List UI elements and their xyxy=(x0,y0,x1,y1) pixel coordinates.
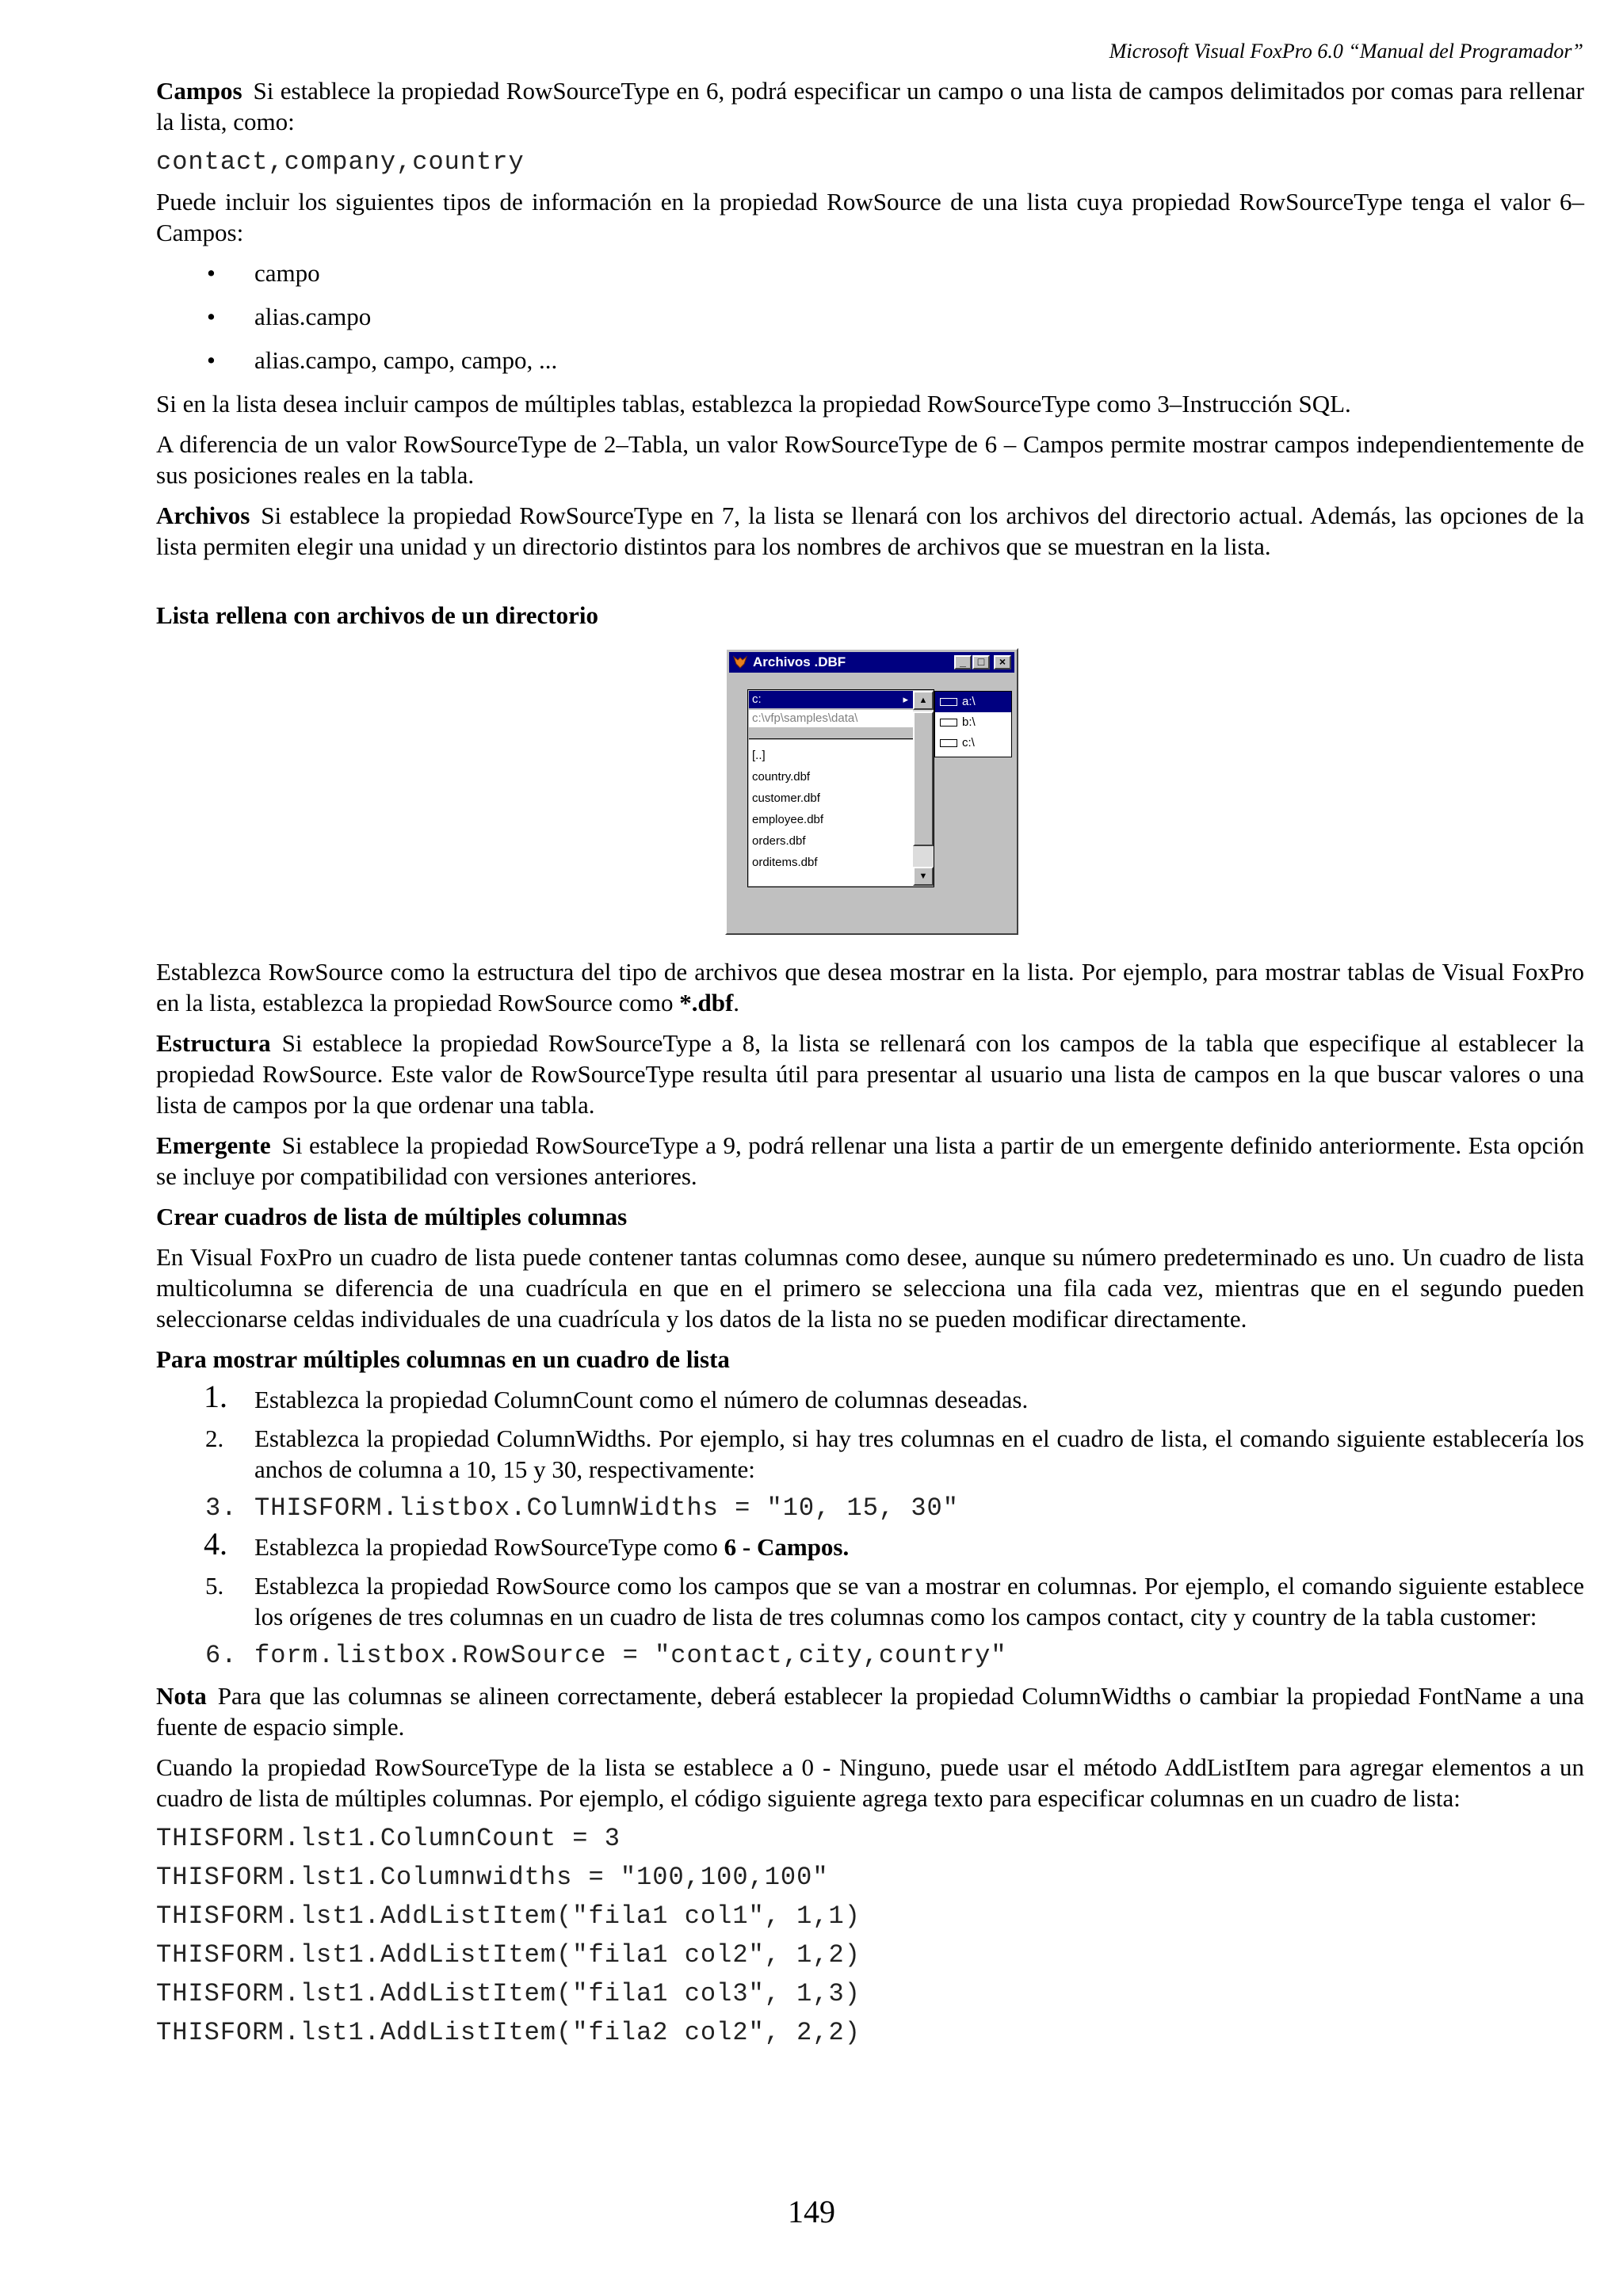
campos-text: Si establece la propiedad RowSourceType en 6, podrá especificar un campo o una lista de campos delimitados por comas para rellenar la lista, como: xyxy=(156,77,1584,135)
addlist-paragraph: Cuando la propiedad RowSourceType de la lista se establece a 0 - Ninguno, puede usar el método AddListItem para agregar elementos a un cuadro de lista de múltiples columnas. Por ejemplo, el código siguiente agrega texto para especificar columnas en un cuadro de lista: xyxy=(156,1753,1584,1812)
step-number: 4. xyxy=(204,1526,227,1562)
rowsource-bold: *.dbf xyxy=(679,989,734,1016)
rowsource-paragraph xyxy=(156,956,1584,1018)
rowsource-text: Establezca RowSource como la estructura del tipo de archivos que desea mostrar en la lista. Por ejemplo, para mostrar tablas de Visual FoxPro en la lista, establezca la propiedad RowSource como xyxy=(156,958,1584,1016)
list-item[interactable] xyxy=(935,692,1011,712)
emergente-term: Emergente xyxy=(156,1131,271,1159)
multicol-paragraph: En Visual FoxPro un cuadro de lista puede contener tantas columnas como desee, aunque su número predeterminado es uno. Un cuadro de lista multicolumna se diferencia de una cuadrícula en que en el primero se selecciona una fila cada vez, mientras que en el segundo pueden seleccionarse celdas individuales de una cuadrícula y los datos de la lista no se pueden modificar directamente. xyxy=(156,1243,1584,1333)
procedure-steps xyxy=(156,1379,1584,1671)
step-text: Establezca la propiedad ColumnWidths. Por ejemplo, si hay tres columnas en el cuadro de lista, el comando siguiente establecería los anchos de columna a 10, 15 y 30, respectivamente: xyxy=(254,1425,1584,1483)
foxpro-app-icon xyxy=(733,655,747,669)
nota-paragraph xyxy=(156,1680,1584,1742)
file-list[interactable] xyxy=(749,740,913,886)
list-item: • alias.campo, campo, campo, ... xyxy=(156,345,1584,376)
drive-combo[interactable] xyxy=(749,691,913,708)
combo-arrow-icon: ▸ xyxy=(903,693,908,705)
scroll-thumb[interactable] xyxy=(913,711,934,846)
campos-code: contact,company,country xyxy=(156,147,525,177)
scroll-down-icon[interactable]: ▼ xyxy=(913,867,934,886)
nota-text: Para que las columnas se alineen correctamente, deberá establecer la propiedad ColumnWidths o cambiar la propiedad FontName a una fuente de espacio simple. xyxy=(156,1682,1584,1741)
step-code: form.listbox.RowSource = "contact,city,country" xyxy=(254,1641,1007,1670)
list-item: • alias.campo xyxy=(156,301,1584,332)
archivos-paragraph xyxy=(156,500,1584,562)
drive-label: b:\ xyxy=(962,715,976,729)
nota-term: Nota xyxy=(156,1682,207,1710)
current-path: c:\vfp\samples\data\ xyxy=(749,710,913,727)
file-list-scrollbar[interactable] xyxy=(913,691,934,886)
window-titlebar[interactable] xyxy=(729,652,1014,673)
campos-intro: Puede incluir los siguientes tipos de información en la propiedad RowSource de una lista cuya propiedad RowSourceType tenga el valor 6–Campos: xyxy=(156,188,1584,246)
list-item[interactable]: [..] xyxy=(752,749,766,762)
step-number: 1. xyxy=(204,1379,227,1414)
code-line: THISFORM.lst1.AddListItem("fila2 col2", 2,2) xyxy=(156,2018,861,2047)
step-number: 2. xyxy=(205,1425,224,1452)
section-heading: Crear cuadros de lista de múltiples columnas xyxy=(156,1203,628,1230)
drive-combo-value: c: xyxy=(752,692,762,706)
step-end: . xyxy=(842,1533,850,1561)
estructura-term: Estructura xyxy=(156,1029,271,1057)
code-line: THISFORM.lst1.Columnwidths = "100,100,100" xyxy=(156,1863,829,1892)
step-item xyxy=(156,1379,1584,1415)
campos-bullet-list xyxy=(156,257,1584,376)
estructura-paragraph xyxy=(156,1028,1584,1120)
minimize-button[interactable]: _ xyxy=(954,655,972,669)
step-number: 6. xyxy=(205,1641,238,1670)
window-title: Archivos .DBF xyxy=(753,654,846,669)
close-button[interactable]: × xyxy=(994,655,1011,669)
campos-diff: A diferencia de un valor RowSourceType de 2–Tabla, un valor RowSourceType de 6 – Campos permite mostrar campos independientemente de sus posiciones reales en la tabla. xyxy=(156,430,1584,489)
files-dialog-window xyxy=(725,648,1018,935)
drive-label: c:\ xyxy=(962,736,975,749)
procedure-heading: Para mostrar múltiples columnas en un cuadro de lista xyxy=(156,1345,730,1373)
archivos-term: Archivos xyxy=(156,502,250,529)
figure xyxy=(156,648,1584,937)
list-item: • campo xyxy=(156,257,1584,288)
estructura-text: Si establece la propiedad RowSourceType a 8, la lista se rellenará con los campos de la tabla que especifique al establecer la propiedad RowSource. Este valor de RowSourceType resulta útil para presentar al usuario una lista de campos en la que buscar valores o una lista de campos por la que ordenar una tabla. xyxy=(156,1029,1584,1119)
scroll-up-icon[interactable]: ▲ xyxy=(913,691,934,710)
divider xyxy=(749,738,913,739)
campos-term: Campos xyxy=(156,77,242,105)
step-number: 5. xyxy=(205,1572,224,1600)
archivos-text: Si establece la propiedad RowSourceType en 7, la lista se llenará con los archivos del directorio actual. Además, las opciones de la lista permiten elegir una unidad y un directorio distintos para los nombres de archivos que se muestran en la lista. xyxy=(156,502,1584,560)
list-item[interactable] xyxy=(935,712,1011,733)
drive-icon xyxy=(940,698,957,706)
emergente-paragraph xyxy=(156,1130,1584,1192)
step-item xyxy=(156,1423,1584,1485)
list-item[interactable]: country.dbf xyxy=(752,770,811,784)
running-header: Microsoft Visual FoxPro 6.0 “Manual del Programador” xyxy=(1109,40,1583,63)
code-line: THISFORM.lst1.AddListItem("fila1 col1", 1,1) xyxy=(156,1901,861,1931)
drive-icon xyxy=(940,719,957,727)
step-text: Establezca la propiedad RowSourceType como xyxy=(254,1533,718,1561)
drive-icon xyxy=(940,739,957,747)
drive-label: a:\ xyxy=(962,695,976,708)
code-line: THISFORM.lst1.AddListItem("fila1 col3", 1,3) xyxy=(156,1979,861,2008)
campos-multi: Si en la lista desea incluir campos de múltiples tablas, establezca la propiedad RowSourceType como 3–Instrucción SQL. xyxy=(156,390,1351,418)
code-line: THISFORM.lst1.ColumnCount = 3 xyxy=(156,1824,621,1853)
step-item xyxy=(156,1493,1584,1524)
campos-paragraph xyxy=(156,75,1584,137)
emergente-text: Si establece la propiedad RowSourceType a 9, podrá rellenar una lista a partir de un emergente definido anteriormente. Esta opción se incluye por compatibilidad con versiones anteriores. xyxy=(156,1131,1584,1190)
step-item xyxy=(156,1526,1584,1562)
step-number: 3. xyxy=(205,1493,238,1523)
step-bold: 6 - Campos xyxy=(724,1533,843,1561)
step-item xyxy=(156,1640,1584,1671)
list-item[interactable]: orders.dbf xyxy=(752,834,806,848)
figure-caption: Lista rellena con archivos de un directorio xyxy=(156,601,598,629)
list-item[interactable]: orditems.dbf xyxy=(752,856,818,869)
rowsource-end: . xyxy=(733,989,740,1016)
list-item[interactable]: customer.dbf xyxy=(752,791,820,805)
page-number: 149 xyxy=(788,2194,835,2229)
code-line: THISFORM.lst1.AddListItem("fila1 col2", 1,2) xyxy=(156,1940,861,1970)
drive-list[interactable] xyxy=(934,691,1012,757)
maximize-button[interactable]: □ xyxy=(972,655,990,669)
step-item xyxy=(156,1570,1584,1632)
step-text: Establezca la propiedad ColumnCount como el número de columnas deseadas. xyxy=(254,1386,1029,1413)
page-body xyxy=(156,75,1584,2056)
step-code: THISFORM.listbox.ColumnWidths = "10, 15, 30" xyxy=(254,1493,959,1523)
list-item[interactable]: employee.dbf xyxy=(752,813,824,826)
list-item[interactable] xyxy=(935,733,1011,753)
step-text: Establezca la propiedad RowSource como los campos que se van a mostrar en columnas. Por ejemplo, el comando siguiente establece los orígenes de tres columnas en un cuadro de lista de tres columnas como los campos contact, city y country de la tabla customer: xyxy=(254,1572,1584,1630)
